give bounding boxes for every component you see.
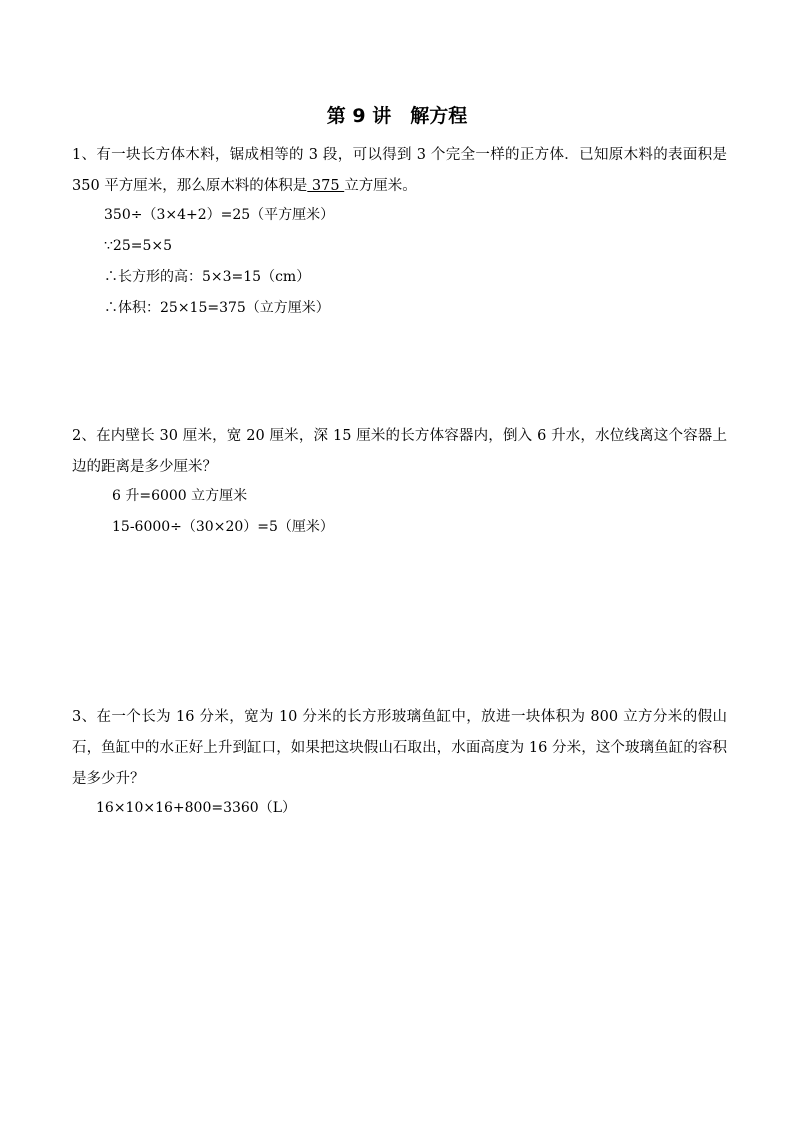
question-1-work-line-2: ∵25=5×5 — [104, 238, 172, 254]
question-1-text-after: 立方厘米。 — [344, 178, 417, 194]
question-1-answer-blank: 375 — [307, 178, 345, 194]
page-title: 第 9 讲 解方程 — [326, 105, 468, 127]
question-1-work-line-4: ∴体积：25×15=375（立方厘米） — [104, 300, 330, 316]
question-3-text: 3、在一个长为 16 分米，宽为 10 分米的长方形玻璃鱼缸中，放进一块体积为 800 立方分米的假山石，鱼缸中的水正好上升到缸口，如果把这块假山石取出，水面高度为 16 分米，这个玻璃鱼缸的容积是多少升？ — [72, 709, 727, 787]
question-2-work-line-2: 15-6000÷（30×20）=5（厘米） — [112, 519, 334, 535]
question-3-work-line-1: 16×10×16+800=3360（L） — [96, 800, 297, 816]
question-1-text-before: 1、有一块长方体木料，锯成相等的 3 段，可以得到 3 个完全一样的正方体．已知原木料的表面积是 350 平方厘米，那么原木料的体积是 — [72, 147, 727, 194]
question-1-work-line-1: 350÷（3×4+2）=25（平方厘米） — [104, 207, 335, 223]
question-1-text — [72, 140, 727, 202]
question-2-text: 2、在内壁长 30 厘米，宽 20 厘米，深 15 厘米的长方体容器内，倒入 6 升水，水位线离这个容器上边的距离是多少厘米？ — [72, 428, 727, 475]
question-2-work-line-1: 6 升=6000 立方厘米 — [112, 488, 248, 504]
question-1-work-line-3: ∴长方形的高：5×3=15（cm） — [104, 269, 311, 285]
